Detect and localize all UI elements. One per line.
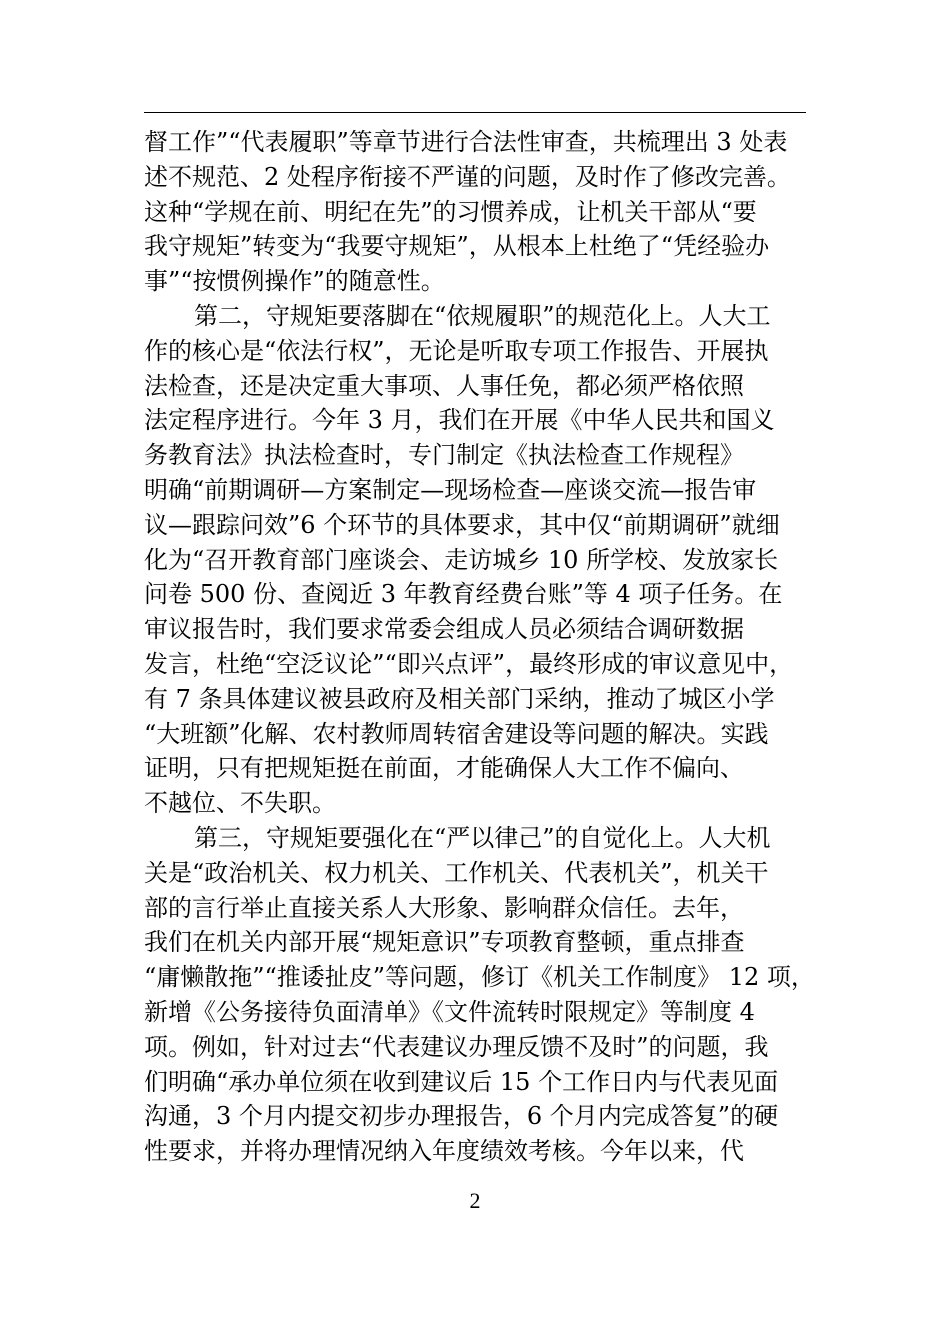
text-line: 关是“政治机关、权力机关、工作机关、代表机关”，机关干 (144, 858, 769, 887)
text-line: 法检查，还是决定重大事项、人事任免，都必须严格依照 (144, 371, 744, 400)
text-line: 新增《公务接待负面清单》《文件流转时限规定》等制度 4 (144, 997, 755, 1026)
text-line: 明确“前期调研—方案制定—现场检查—座谈交流—报告审 (144, 475, 757, 504)
text-line: 这种“学规在前、明纪在先”的习惯养成，让机关干部从“要 (144, 197, 757, 226)
text-line: 作的核心是“依法行权”，无论是听取专项工作报告、开展执 (144, 336, 769, 365)
header-rule (144, 112, 806, 113)
text-line: 部的言行举止直接关系人大形象、影响群众信任。去年， (144, 893, 744, 922)
text-line: 第二，守规矩要落脚在“依规履职”的规范化上。人大工 (194, 301, 771, 330)
text-line: “庸懒散拖”“推诿扯皮”等问题，修订《机关工作制度》 12 项， (144, 963, 815, 992)
paragraph-continuation (144, 125, 834, 299)
text-line: 问卷 500 份、查阅近 3 年教育经费台账”等 4 项子任务。在 (144, 580, 783, 609)
text-line: 督工作”“代表履职”等章节进行合法性审查，共梳理出 3 处表 (144, 128, 788, 156)
text-line: 证明，只有把规矩挺在前面，才能确保人大工作不偏向、 (144, 754, 744, 783)
text-line: 议—跟踪问效”6 个环节的具体要求，其中仅“前期调研”就细 (144, 510, 780, 539)
text-line: 法定程序进行。今年 3 月，我们在开展《中华人民共和国义 (144, 406, 775, 435)
text-line: 我们在机关内部开展“规矩意识”专项教育整顿，重点排查 (144, 928, 745, 957)
text-line: 化为“召开教育部门座谈会、走访城乡 10 所学校、发放家长 (144, 545, 779, 574)
text-line: 务教育法》执法检查时，专门制定《执法检查工作规程》 (144, 441, 744, 470)
text-line: 有 7 条具体建议被县政府及相关部门采纳，推动了城区小学 (144, 684, 775, 713)
text-line: 我守规矩”转变为“我要守规矩”，从根本上杜绝了“凭经验办 (144, 232, 770, 261)
text-line: 审议报告时，我们要求常委会组成人员必须结合调研数据 (144, 615, 744, 644)
text-line: 们明确“承办单位须在收到建议后 15 个工作日内与代表见面 (144, 1067, 779, 1096)
paragraph-second (144, 299, 834, 821)
text-line: 发言，杜绝“空泛议论”“即兴点评”，最终形成的审议意见中， (144, 649, 794, 678)
text-line: 沟通，3 个月内提交初步办理报告，6 个月内完成答复”的硬 (144, 1102, 779, 1131)
text-line: 性要求，并将办理情况纳入年度绩效考核。今年以来，代 (144, 1137, 744, 1166)
text-line: “大班额”化解、农村教师周转宿舍建设等问题的解决。实践 (144, 719, 769, 748)
paragraph-third (144, 821, 834, 1169)
body-text (144, 125, 834, 1169)
page-number: 2 (469, 1188, 481, 1213)
text-line: 项。例如，针对过去“代表建议办理反馈不及时”的问题，我 (144, 1032, 769, 1061)
text-line: 述不规范、2 处程序衔接不严谨的问题，及时作了修改完善。 (144, 162, 791, 191)
text-line: 事”“按惯例操作”的随意性。 (144, 267, 445, 296)
text-line: 第三，守规矩要强化在“严以律己”的自觉化上。人大机 (194, 823, 771, 852)
text-line: 不越位、不失职。 (144, 789, 336, 818)
